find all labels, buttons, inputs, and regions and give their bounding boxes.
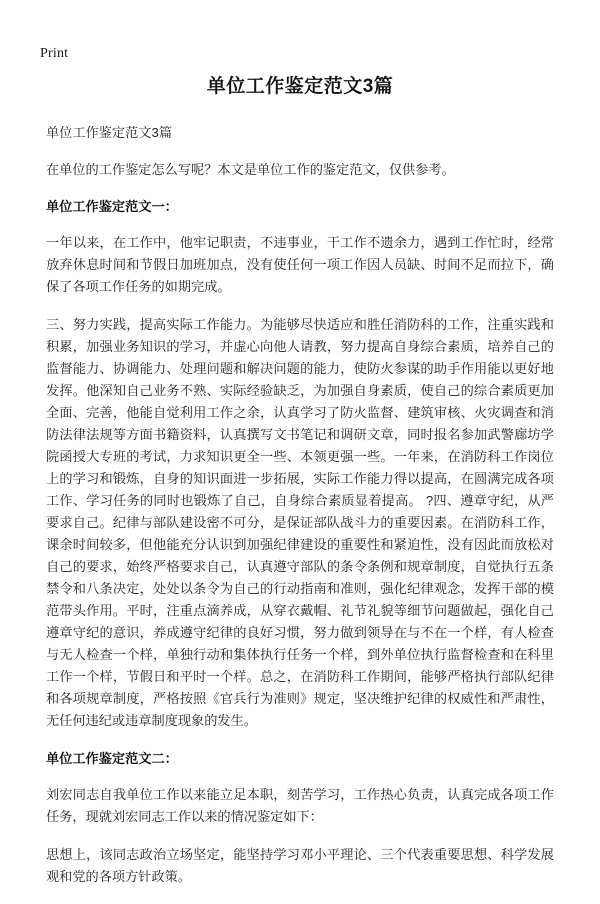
paragraph-body-four: 思想上，该同志政治立场坚定，能坚持学习邓小平理论、三个代表重要思想、科学发展观和党的各项方针政策。	[46, 847, 554, 884]
paragraph-body-one: 一年以来，在工作中，他牢记职责，不违事业，干工作不遗余力，遇到工作忙时，经常放弃休息时间和节假日加班加点，没有使任何一项工作因人员缺、时间不足而拉下，确保了各项工作任务的如期完成。	[46, 235, 554, 294]
print-bar	[40, 44, 68, 62]
document-content	[46, 74, 554, 904]
print-link[interactable]: Print	[40, 46, 69, 61]
paragraph-subtitle: 单位工作鉴定范文3篇	[46, 125, 173, 140]
paragraph-body-two: 三、努力实践，提高实际工作能力。为能够尽快适应和胜任消防科的工作，注重实践和积累，加强业务知识的学习，并虚心向他人请教，努力提高自身综合素质，培养自己的监督能力、协调能力、处理问题和解决问题的能力，使防火参谋的助手作用能以更好地发挥。他深知自己业务不熟、实际经验缺乏，为加强自身素质，使自己的综合素质更加全面、完善，他能自觉利用工作之余，认真学习了防火监督、建筑审核、火灾调查和消防法律法规等方面书籍资料，认真撰写文书笔记和调研文章，同时报名参加武警廊坊学院函授大专班的考试，力求知识更全一些、本领更强一些。一年来，在消防科工作岗位上的学习和锻炼，自身的知识面进一步拓展，实际工作能力得以提高，在圆满完成各项工作、学习任务的同时也锻炼了自己，自身综合素质显着提高。 ?四、遵章守纪，从严要求自己。纪律与部队建设密不可分，是保证部队战斗力的重要因素。在消防科工作，课余时间较多，但他能充分认识到加强纪律建设的重要性和紧迫性，没有因此而放松对自己的要求，始终严格要求自己，认真遵守部队的条令条例和规章制度，自觉执行五条禁令和八条决定，处处以条令为自己的行动指南和准则，强化纪律观念，发挥干部的模范带头作用。平时，注重点滴养成，从穿衣戴帽、礼节礼貌等细节问题做起，强化自己遵章守纪的意识，养成遵守纪律的良好习惯，努力做到领导在与不在一个样，有人检查与无人检查一个样，单独行动和集体执行任务一个样，到外单位执行监督检查和在科里工作一个样，节假日和平时一个样。总之，在消防科工作期间，能够严格执行部队纪律和各项规章制度，严格按照《官兵行为准则》规定，坚决维护纪律的权威性和严肃性，无任何违纪或违章制度现象的发生。	[46, 317, 554, 728]
page-title: 单位工作鉴定范文3篇	[206, 76, 394, 97]
paragraph-intro: 在单位的工作鉴定怎么写呢？本文是单位工作的鉴定范文，仅供参考。	[46, 162, 455, 177]
section-heading-two: 单位工作鉴定范文二：	[46, 751, 178, 766]
paragraph-body-three: 刘宏同志自我单位工作以来能立足本职，刻苦学习，工作热心负责，认真完成各项工作任务，现就刘宏同志工作以来的情况鉴定如下：	[46, 787, 554, 824]
section-heading-one: 单位工作鉴定范文一：	[46, 199, 178, 214]
